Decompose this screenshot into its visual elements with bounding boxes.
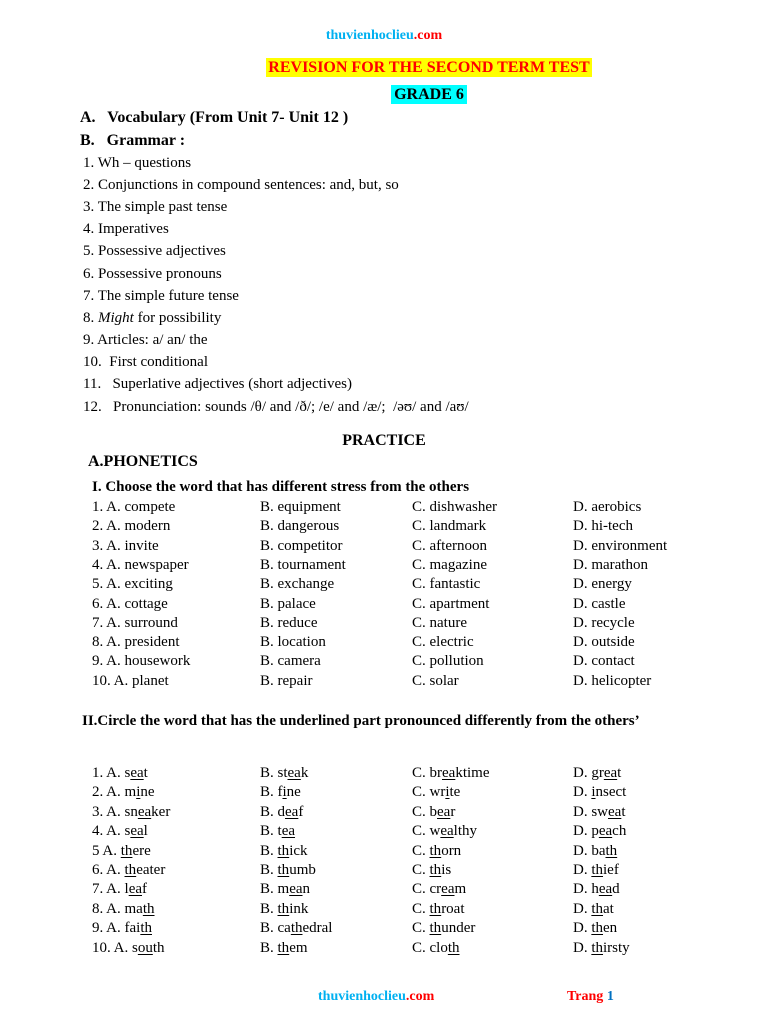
stress-option: B. camera [260, 653, 321, 670]
stress-option: D. contact [573, 653, 635, 670]
footer-site-domain: .com [405, 989, 435, 1004]
underlined-sound: th [591, 862, 604, 878]
word-part: em [289, 939, 308, 956]
stress-option: 10. A. planet [92, 672, 169, 689]
page-label: Trang [567, 989, 607, 1004]
grammar-item-2: 2. Conjunctions in compound sentences: and, but, so [83, 177, 399, 193]
practice-heading: PRACTICE [342, 432, 426, 449]
pronunciation-option [412, 843, 461, 860]
grammar-item-6: 6. Possessive pronouns [83, 266, 222, 282]
stress-option: D. helicopter [573, 672, 652, 689]
pronunciation-option [92, 881, 147, 898]
stress-option: D. environment [573, 537, 668, 554]
stress-option: 4. A. newspaper [92, 556, 189, 573]
pronunciation-row [0, 784, 768, 803]
grammar-item-8-number: 8. [83, 310, 98, 326]
word-part: B. t [260, 823, 282, 840]
word-part: D. [573, 920, 592, 937]
stress-option: C. solar [412, 672, 459, 689]
section-grammar: B. Grammar : [80, 132, 186, 149]
stress-option: C. fantastic [412, 576, 481, 593]
pronunciation-option [92, 920, 152, 937]
underlined-sound: i [282, 784, 287, 801]
word-part: B. [260, 900, 278, 917]
pronunciation-row [0, 862, 768, 881]
pronunciation-option [573, 843, 617, 860]
word-part: B. [260, 862, 278, 878]
word-part: under [441, 920, 476, 937]
word-part: B. [260, 939, 278, 956]
pronunciation-option [573, 901, 614, 918]
word-part: d [612, 881, 620, 898]
pronunciation-option [573, 862, 619, 879]
underlined-sound: th [429, 920, 442, 937]
pronunciation-option [573, 765, 621, 782]
stress-row [0, 576, 768, 595]
word-part: en [603, 920, 618, 937]
word-part: f [142, 881, 148, 898]
word-part: k [300, 765, 309, 781]
pronunciation-option [260, 823, 295, 840]
word-part: C. br [412, 765, 442, 781]
word-part: B. st [260, 765, 288, 781]
pronunciation-option [92, 940, 165, 957]
underlined-sound: ea [442, 765, 456, 781]
stress-option: D. energy [573, 576, 632, 593]
underlined-sound: ea [289, 881, 303, 898]
word-part: ch [612, 823, 627, 840]
word-part: n [302, 881, 311, 898]
stress-option: C. afternoon [412, 537, 487, 554]
stress-option: D. marathon [573, 556, 648, 573]
pronunciation-option [412, 862, 451, 879]
word-part: 7. A. l [92, 881, 129, 898]
word-part: 9. A. fai [92, 920, 141, 937]
word-part: 4. A. s [92, 823, 131, 840]
stress-option: B. repair [260, 672, 313, 689]
stress-row [0, 615, 768, 634]
stress-option: 9. A. housework [92, 653, 191, 670]
word-part: D. [573, 939, 592, 956]
stress-option: C. dishwasher [412, 499, 497, 515]
stress-option: 5. A. exciting [92, 576, 173, 593]
pronunciation-option [412, 920, 475, 937]
pronunciation-option [412, 823, 477, 840]
underlined-sound: th [605, 842, 618, 859]
stress-option: B. dangerous [260, 518, 340, 535]
underlined-sound: ea [598, 881, 613, 898]
underlined-sound: th [120, 842, 133, 859]
underlined-sound: ea [128, 881, 143, 898]
word-part: 6. A. [92, 862, 125, 878]
word-part: B. m [260, 881, 290, 898]
word-part: l [143, 823, 148, 840]
word-part: ief [603, 862, 619, 878]
word-part: C. wr [412, 784, 446, 801]
pronunciation-option [92, 901, 155, 918]
pronunciation-option [92, 765, 148, 782]
word-part: ne [286, 784, 301, 801]
pronunciation-option [92, 784, 155, 801]
pronunciation-option [260, 804, 303, 821]
pronunciation-option [412, 784, 460, 801]
word-part: t [617, 765, 622, 781]
stress-option: 7. A. surround [92, 614, 178, 631]
word-part: roat [441, 900, 465, 917]
pronunciation-row [0, 843, 768, 862]
word-part: D. ba [573, 842, 606, 859]
pronunciation-option [260, 920, 332, 937]
stress-option: 6. A. cottage [92, 595, 168, 612]
underlined-sound: ea [287, 765, 301, 781]
word-part: th [152, 939, 165, 956]
stress-row [0, 499, 768, 518]
stress-option: B. tournament [260, 556, 346, 573]
underlined-sound: th [140, 920, 152, 937]
underlined-sound: ea [285, 803, 299, 820]
underlined-sound: ea [137, 803, 152, 820]
underlined-sound: th [429, 900, 442, 917]
word-part: is [441, 862, 452, 878]
underlined-sound: ea [130, 823, 144, 840]
pronunciation-option [573, 881, 620, 898]
word-part: orn [441, 842, 462, 859]
stress-option: B. palace [260, 595, 316, 612]
grammar-item-3: 3. The simple past tense [83, 199, 228, 215]
grammar-item-8-italic: Might [98, 310, 134, 326]
word-part: lthy [453, 823, 478, 840]
underlined-sound: th [591, 900, 604, 917]
pronunciation-option [92, 862, 165, 879]
word-part: 3. A. sn [92, 803, 138, 820]
underlined-sound: ea [608, 803, 622, 820]
word-part: ktime [455, 765, 490, 781]
site-name: thuvienhoclieu [325, 28, 414, 43]
word-part: ink [289, 900, 309, 917]
word-part: ere [132, 842, 151, 859]
underlined-sound: th [277, 862, 290, 878]
word-part: ick [289, 842, 308, 859]
pronunciation-row [0, 823, 768, 842]
word-part: D. gr [573, 765, 604, 781]
stress-option: D. recycle [573, 614, 635, 631]
grammar-item-8-rest: for possibility [133, 310, 222, 326]
word-part: C. b [412, 803, 438, 820]
underlined-sound: i [445, 784, 450, 801]
underlined-sound: ou [137, 939, 153, 956]
stress-row [0, 538, 768, 557]
word-part: nsect [595, 784, 627, 801]
page-number: 1 [606, 989, 614, 1004]
stress-option: C. magazine [412, 556, 487, 573]
word-part: C. clo [412, 939, 448, 956]
word-part: at [603, 900, 614, 917]
grade-label: GRADE 6 [391, 85, 467, 104]
underlined-sound: th [447, 939, 460, 956]
underlined-sound: ea [281, 823, 296, 840]
word-part: irsty [603, 939, 630, 956]
stress-option: D. hi-tech [573, 518, 633, 535]
underlined-sound: th [277, 842, 290, 859]
stress-row [0, 634, 768, 653]
word-part: B. [260, 842, 278, 859]
underlined-sound: th [277, 900, 290, 917]
pronunciation-row [0, 940, 768, 959]
pronunciation-row [0, 920, 768, 939]
pronunciation-option [92, 823, 148, 840]
title-wrapper [0, 58, 768, 77]
stress-row [0, 518, 768, 537]
underlined-sound: th [429, 862, 442, 878]
underlined-sound: th [591, 920, 604, 937]
underlined-sound: ea [598, 823, 613, 840]
word-part: 2. A. m [92, 784, 137, 801]
pronunciation-option [260, 940, 308, 957]
stress-option: B. exchange [260, 576, 335, 593]
stress-option: C. pollution [412, 653, 484, 670]
stress-row [0, 653, 768, 672]
pronunciation-option [573, 804, 626, 821]
word-part: 8. A. ma [92, 900, 143, 917]
grammar-item-12: 12. Pronunciation: sounds /θ/ and /ð/; /e/ and /æ/; /əʊ/ and /aʊ/ [83, 399, 469, 415]
stress-row [0, 557, 768, 576]
word-part: D. [573, 900, 592, 917]
word-part: C. [412, 862, 430, 878]
stress-option: C. electric [412, 634, 474, 651]
pronunciation-option [92, 804, 170, 821]
pronunciation-option [412, 804, 455, 821]
word-part: ker [151, 803, 171, 820]
underlined-sound: th [124, 862, 137, 878]
word-part: C. w [412, 823, 441, 840]
pronunciation-row [0, 765, 768, 784]
pronunciation-option [260, 881, 310, 898]
pronunciation-row [0, 901, 768, 920]
word-part: C. cr [412, 881, 442, 898]
site-link-top[interactable] [0, 28, 768, 44]
stress-option: 1. A. compete [92, 499, 176, 515]
pronunciation-option [260, 843, 308, 860]
section-vocabulary: A. Vocabulary (From Unit 7- Unit 12 ) [80, 109, 349, 126]
word-part: 1. A. s [92, 765, 131, 781]
word-part: ne [140, 784, 155, 801]
grammar-item-10: 10. First conditional [83, 354, 208, 370]
word-part: t [621, 803, 626, 820]
stress-option: B. equipment [260, 499, 341, 515]
underlined-sound: th [429, 842, 442, 859]
underlined-sound: ea [437, 803, 451, 820]
word-part: r [450, 803, 456, 820]
underlined-sound: th [277, 939, 290, 956]
stress-option: B. location [260, 634, 326, 651]
stress-option: D. outside [573, 634, 635, 651]
underlined-sound: th [290, 920, 303, 937]
word-part: D. sw [573, 803, 609, 820]
stress-option: D. aerobics [573, 499, 642, 515]
word-part: B. d [260, 803, 286, 820]
word-part: umb [289, 862, 316, 878]
grammar-item-7: 7. The simple future tense [83, 288, 239, 304]
word-part: f [298, 803, 304, 820]
grammar-item-8 [83, 310, 221, 327]
word-part: m [454, 881, 467, 898]
page-title: REVISION FOR THE SECOND TERM TEST [268, 59, 590, 76]
word-part: eater [136, 862, 166, 878]
pronunciation-option [412, 901, 465, 918]
stress-row [0, 596, 768, 615]
grammar-item-9: 9. Articles: a/ an/ the [83, 332, 208, 348]
stress-option: 8. A. president [92, 634, 180, 651]
word-part: D. h [573, 881, 599, 898]
pronunciation-option [260, 901, 308, 918]
stress-option: C. apartment [412, 595, 490, 612]
stress-option: 2. A. modern [92, 518, 171, 535]
word-part: D. [573, 784, 592, 801]
stress-option: D. castle [573, 595, 626, 612]
pronunciation-option [573, 784, 626, 801]
stress-option: 3. A. invite [92, 537, 159, 554]
pronunciation-option [92, 843, 151, 860]
underlined-sound: i [591, 784, 596, 801]
word-part: te [449, 784, 461, 801]
grammar-item-1: 1. Wh – questions [83, 155, 192, 171]
pronunciation-option [412, 881, 466, 898]
word-part: B. f [260, 784, 283, 801]
underlined-sound: th [142, 900, 155, 917]
grade-wrapper [0, 85, 768, 104]
grammar-item-4: 4. Imperatives [83, 221, 169, 237]
pronunciation-row [0, 881, 768, 900]
grammar-item-11: 11. Superlative adjectives (short adjectives) [83, 376, 352, 392]
part1-instruction: I. Choose the word that has different stress from the others [92, 479, 470, 495]
pronunciation-option [412, 765, 490, 782]
underlined-sound: ea [603, 765, 618, 781]
underlined-sound: ea [440, 823, 454, 840]
stress-option: C. nature [412, 614, 467, 631]
word-part: C. [412, 842, 430, 859]
pronunciation-option [573, 823, 626, 840]
pronunciation-option [260, 765, 308, 782]
part2-instruction: II.Circle the word that has the underlined part pronounced differently from the others’ [82, 713, 640, 729]
word-part: D. p [573, 823, 599, 840]
underlined-sound: ea [441, 881, 455, 898]
underlined-sound: th [591, 939, 604, 956]
site-domain: .com [413, 28, 443, 43]
word-part: edral [302, 920, 333, 937]
grammar-item-5: 5. Possessive adjectives [83, 243, 226, 259]
word-part: D. [573, 862, 592, 878]
word-part: B. ca [260, 920, 291, 937]
underlined-sound: ea [130, 765, 144, 781]
footer-site-name: thuvienhoclieu [318, 989, 406, 1004]
stress-option: C. landmark [412, 518, 487, 535]
stress-option: B. reduce [260, 614, 318, 631]
word-part: C. [412, 920, 430, 937]
word-part: 10. A. s [92, 939, 138, 956]
stress-option: B. competitor [260, 537, 343, 554]
word-part: 5 A. [92, 842, 121, 859]
page-indicator [567, 989, 614, 1005]
word-part: C. [412, 900, 430, 917]
pronunciation-option [260, 862, 316, 879]
pronunciation-row [0, 804, 768, 823]
pronunciation-option [412, 940, 460, 957]
phonetics-heading: A.PHONETICS [88, 453, 198, 470]
pronunciation-option [573, 920, 617, 937]
pronunciation-option [260, 784, 301, 801]
word-part: t [143, 765, 148, 781]
site-link-bottom[interactable] [318, 989, 434, 1005]
underlined-sound: i [136, 784, 141, 801]
stress-row [0, 673, 768, 692]
pronunciation-option [573, 940, 630, 957]
